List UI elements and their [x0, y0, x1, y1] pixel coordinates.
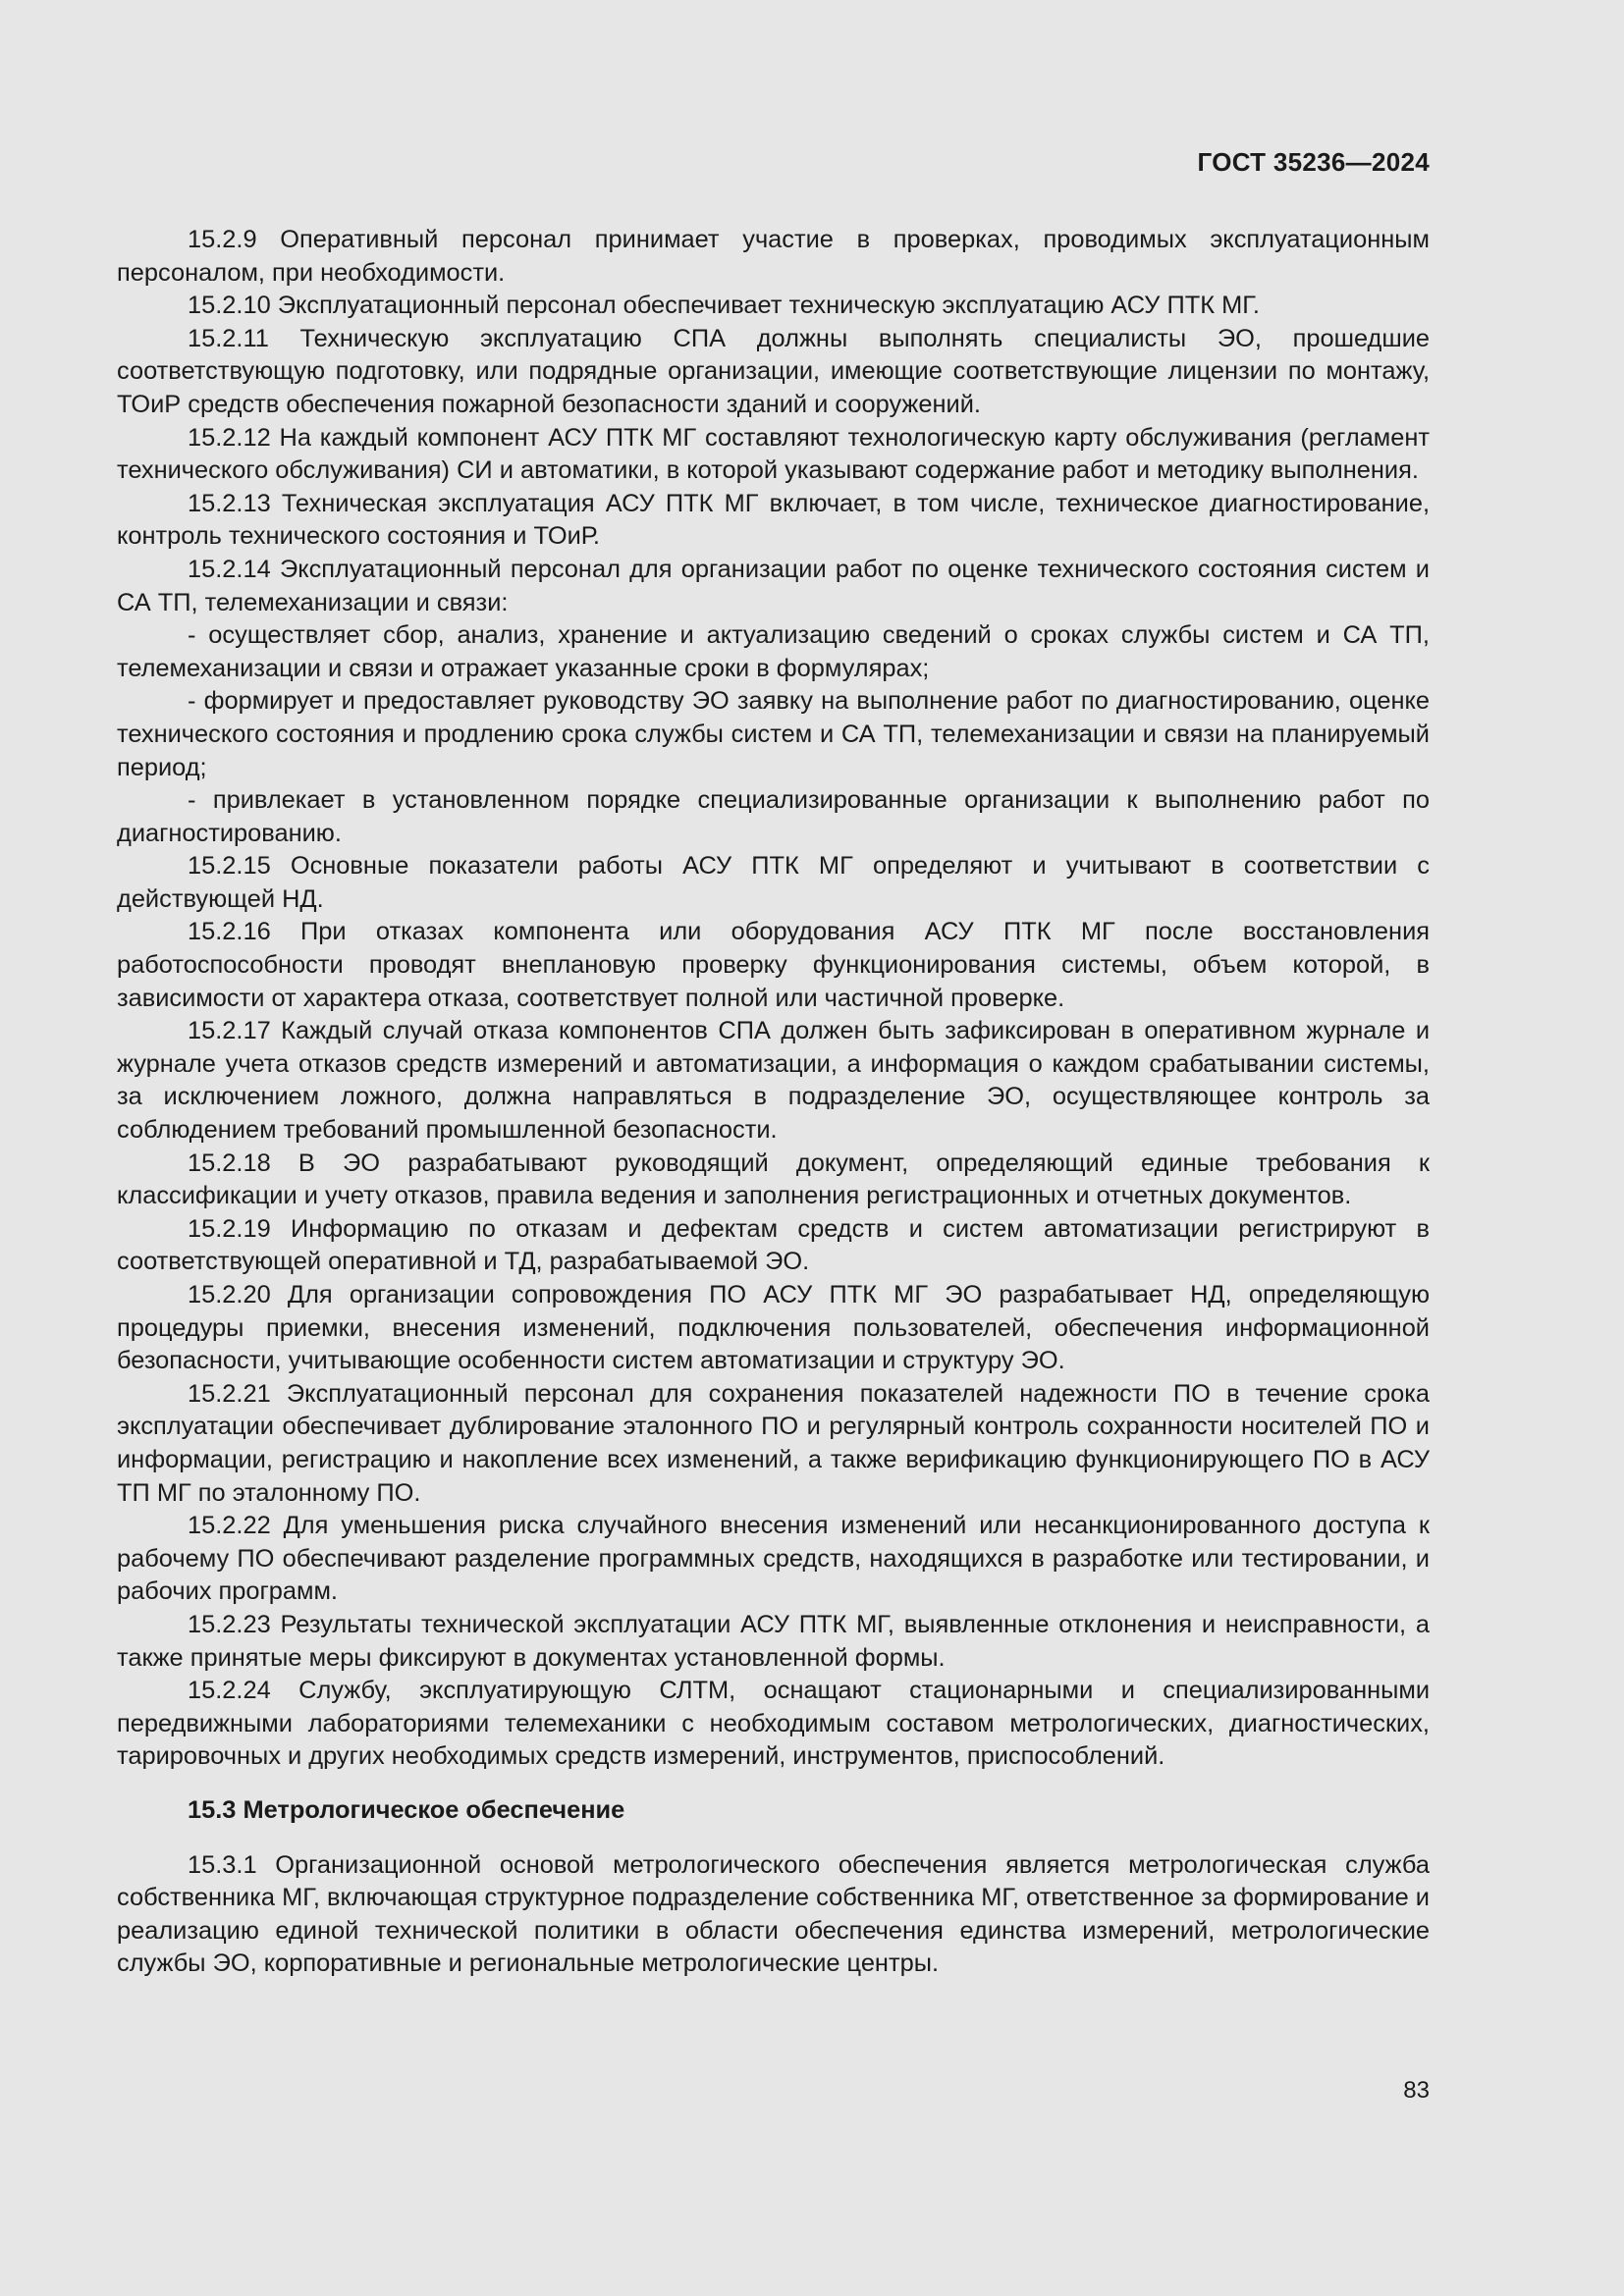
paragraph-15-2-15: 15.2.15 Основные показатели работы АСУ ПТК МГ определяют и учитывают в соответствии с действующей НД.: [117, 852, 1430, 913]
list-item-engage-organizations: - привлекает в установленном порядке специализированные организации к выполнению работ по диагностированию.: [117, 786, 1430, 847]
paragraph-15-2-20: 15.2.20 Для организации сопровождения ПО АСУ ПТК МГ ЭО разрабатывает НД, определяющую процедуры приемки, внесения изменений, подключения пользователей, обеспечения информационной безопасности, учитывающие особенности систем автоматизации и структуру ЭО.: [117, 1281, 1430, 1375]
document-code: ГОСТ 35236—2024: [1197, 147, 1430, 177]
paragraph-15-3-1: 15.3.1 Организационной основой метрологического обеспечения является метрологическая служба собственника МГ, включающая структурное подразделение собственника МГ, ответственное за формирование и реализацию единой технической политики в области обеспечения единства измерений, метрологические службы ЭО, корпоративные и региональные метрологические центры.: [117, 1850, 1430, 1978]
paragraph-15-2-13: 15.2.13 Техническая эксплуатация АСУ ПТК МГ включает, в том числе, техническое диагностирование, контроль технического состояния и ТОиР.: [117, 489, 1430, 551]
paragraph-15-2-23: 15.2.23 Результаты технической эксплуатации АСУ ПТК МГ, выявленные отклонения и неисправности, а также принятые меры фиксируют в документах установленной формы.: [117, 1610, 1430, 1672]
document-body: [117, 224, 1430, 1981]
paragraph-15-2-21: 15.2.21 Эксплуатационный персонал для сохранения показателей надежности ПО в течение срока эксплуатации обеспечивает дублирование эталонного ПО и регулярный контроль сохранности носителей ПО и информации, регистрацию и накопление всех изменений, а также верификацию функционирующего ПО в АСУ ТП МГ по эталонному ПО.: [117, 1379, 1430, 1507]
paragraph-15-2-9: 15.2.9 Оперативный персонал принимает участие в проверках, проводимых эксплуатационным персоналом, при необходимости.: [117, 226, 1430, 287]
page-number: 83: [1403, 2077, 1430, 2104]
paragraph-15-2-24: 15.2.24 Службу, эксплуатирующую СЛТМ, оснащают стационарными и специализированными передвижными лабораториями телемеханики с необходимым составом метрологических, диагностических, тарировочных и других необходимых средств измерений, инструментов, приспособлений.: [117, 1677, 1430, 1771]
list-item-collect-service-life: - осуществляет сбор, анализ, хранение и актуализацию сведений о сроках службы систем и СА ТП, телемеханизации и связи и отражает указанные сроки в формулярах;: [117, 621, 1430, 682]
paragraph-15-2-10: 15.2.10 Эксплуатационный персонал обеспечивает техническую эксплуатацию АСУ ПТК МГ.: [188, 292, 1260, 320]
list-item-request-diagnostics: - формирует и предоставляет руководству ЭО заявку на выполнение работ по диагностированию, оценке технического состояния и продлению срока службы систем и СА ТП, телемеханизации и связи на планируемый период;: [117, 687, 1430, 781]
paragraph-15-2-12: 15.2.12 На каждый компонент АСУ ПТК МГ составляют технологическую карту обслуживания (регламент технического обслуживания) СИ и автоматики, в которой указывают содержание работ и методику выполнения.: [117, 423, 1430, 485]
paragraph-15-2-17: 15.2.17 Каждый случай отказа компонентов СПА должен быть зафиксирован в оперативном журнале и журнале учета отказов средств измерений и автоматизации, а информация о каждом срабатывании системы, за исключением ложного, должна направляться в подразделение ЭО, осуществляющее контроль за соблюдением требований промышленной безопасности.: [117, 1017, 1430, 1145]
paragraph-15-2-14: 15.2.14 Эксплуатационный персонал для организации работ по оценке технического состояния систем и СА ТП, телемеханизации и связи:: [117, 555, 1430, 616]
paragraph-15-2-19: 15.2.19 Информацию по отказам и дефектам средств и систем автоматизации регистрируют в соответствующей оперативной и ТД, разрабатываемой ЭО.: [117, 1214, 1430, 1276]
paragraph-15-2-11: 15.2.11 Техническую эксплуатацию СПА должны выполнять специалисты ЭО, прошедшие соответствующую подготовку, или подрядные организации, имеющие соответствующие лицензии по монтажу, ТОиР средств обеспечения пожарной безопасности зданий и сооружений.: [117, 324, 1430, 418]
section-heading-15-3: 15.3 Метрологическое обеспечение: [188, 1795, 625, 1824]
paragraph-15-2-22: 15.2.22 Для уменьшения риска случайного внесения изменений или несанкционированного доступа к рабочему ПО обеспечивают разделение программных средств, находящихся в разработке или тестировании, и рабочих программ.: [117, 1512, 1430, 1606]
paragraph-15-2-18: 15.2.18 В ЭО разрабатывают руководящий документ, определяющий единые требования к классификации и учету отказов, правила ведения и заполнения регистрационных и отчетных документов.: [117, 1148, 1430, 1210]
paragraph-15-2-16: 15.2.16 При отказах компонента или оборудования АСУ ПТК МГ после восстановления работоспособности проводят внеплановую проверку функционирования системы, объем которой, в зависимости от характера отказа, соответствует полной или частичной проверке.: [117, 918, 1430, 1012]
